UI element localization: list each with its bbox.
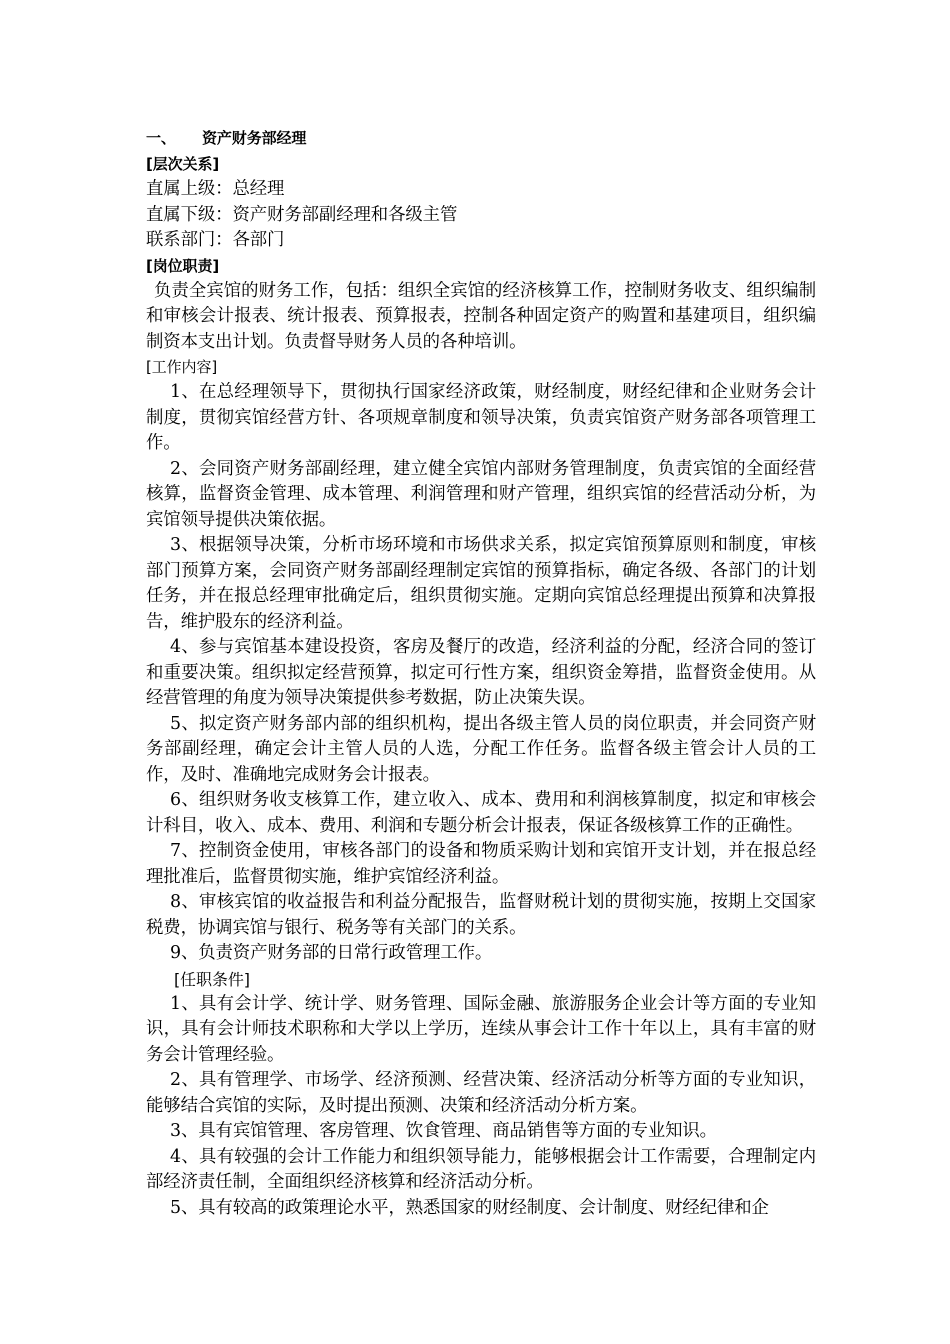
- hierarchy-heading: [层次关系]: [146, 155, 220, 173]
- work-item-1: 1、在总经理领导下，贯彻执行国家经济政策，财经制度，财经纪律和企业财务会计制度，贯彻宾馆经营方针、各项规章制度和领导决策，负责宾馆资产财务部各项管理工作。: [146, 382, 816, 453]
- document-title: [146, 126, 816, 151]
- work-item-7: 7、控制资金使用，审核各部门的设备和物质采购计划和宾馆开支计划，并在报总经理批准后，监督贯彻实施，维护宾馆经济利益。: [146, 841, 816, 887]
- work-item-6: 6、组织财务收支核算工作，建立收入、成本、费用和利润核算制度，拟定和审核会计科目，收入、成本、费用、利润和专题分析会计报表，保证各级核算工作的正确性。: [146, 790, 816, 836]
- duty-heading: [岗位职责]: [146, 256, 220, 275]
- work-item-4: 4、参与宾馆基本建设投资，客房及餐厅的改造，经济利益的分配，经济合同的签订和重要决策。组织拟定经营预算，拟定可行性方案，组织资金筹措，监督资金使用。从经营管理的角度为领导决策提供参考数据，防止决策失误。: [146, 637, 816, 708]
- qualification-item-4: 4、具有较强的会计工作能力和组织领导能力，能够根据会计工作需要，合理制定内部经济责任制，全面组织经济核算和经济活动分析。: [146, 1146, 816, 1192]
- qualification-heading: [任职条件]: [174, 969, 250, 989]
- title-text: 资产财务部经理: [202, 129, 307, 147]
- qualification-item-5: 5、具有较高的政策理论水平，熟悉国家的财经制度、会计制度、财经纪律和企: [170, 1197, 769, 1218]
- qualification-item-1: 1、具有会计学、统计学、财务管理、国际金融、旅游服务企业会计等方面的专业知识，具有会计师技术职称和大学以上学历，连续从事会计工作十年以上，具有丰富的财务会计管理经验。: [146, 993, 816, 1065]
- work-heading: [工作内容]: [146, 358, 218, 376]
- duty-paragraph: 负责全宾馆的财务工作，包括：组织全宾馆的经济核算工作，控制财务收支、组织编制和审核会计报表、统计报表、预算报表，控制各种固定资产的购置和基建项目，组织编制资本支出计划。负责督导财务人员的各种培训。: [146, 280, 816, 352]
- work-item-3: 3、根据领导决策，分析市场环境和市场供求关系，拟定宾馆预算原则和制度，审核部门预算方案，会同资产财务部副经理制定宾馆的预算指标，确定各级、各部门的计划任务，并在报总经理审批确定后，组织贯彻实施。定期向宾馆总经理提出预算和决算报告，维护股东的经济利益。: [146, 535, 816, 632]
- work-item-5: 5、拟定资产财务部内部的组织机构，提出各级主管人员的岗位职责，并会同资产财务部副经理，确定会计主管人员的人选，分配工作任务。监督各级主管会计人员的工作，及时、准确地完成财务会计报表。: [146, 713, 816, 785]
- hierarchy-subordinate: 直属下级：资产财务部副经理和各级主管: [146, 204, 458, 225]
- qualification-item-3: 3、具有宾馆管理、客房管理、饮食管理、商品销售等方面的专业知识。: [170, 1121, 717, 1141]
- hierarchy-superior: 直属上级：总经理: [146, 179, 285, 199]
- work-item-8: 8、审核宾馆的收益报告和利益分配报告，监督财税计划的贯彻实施，按期上交国家税费，协调宾馆与银行、税务等有关部门的关系。: [146, 892, 816, 938]
- qualification-item-2: 2、具有管理学、市场学、经济预测、经营决策、经济活动分析等方面的专业知识，能够结合宾馆的实际，及时提出预测、决策和经济活动分析方案。: [146, 1070, 816, 1116]
- work-item-2: 2、会同资产财务部副经理，建立健全宾馆内部财务管理制度，负责宾馆的全面经营核算，监督资金管理、成本管理、利润管理和财产管理，组织宾馆的经营活动分析，为宾馆领导提供决策依据。: [146, 458, 816, 530]
- document-body: [146, 126, 816, 1221]
- hierarchy-contact: 联系部门：各部门: [146, 230, 285, 250]
- title-number: 一、: [146, 129, 176, 147]
- work-item-9: 9、负责资产财务部的日常行政管理工作。: [170, 943, 493, 963]
